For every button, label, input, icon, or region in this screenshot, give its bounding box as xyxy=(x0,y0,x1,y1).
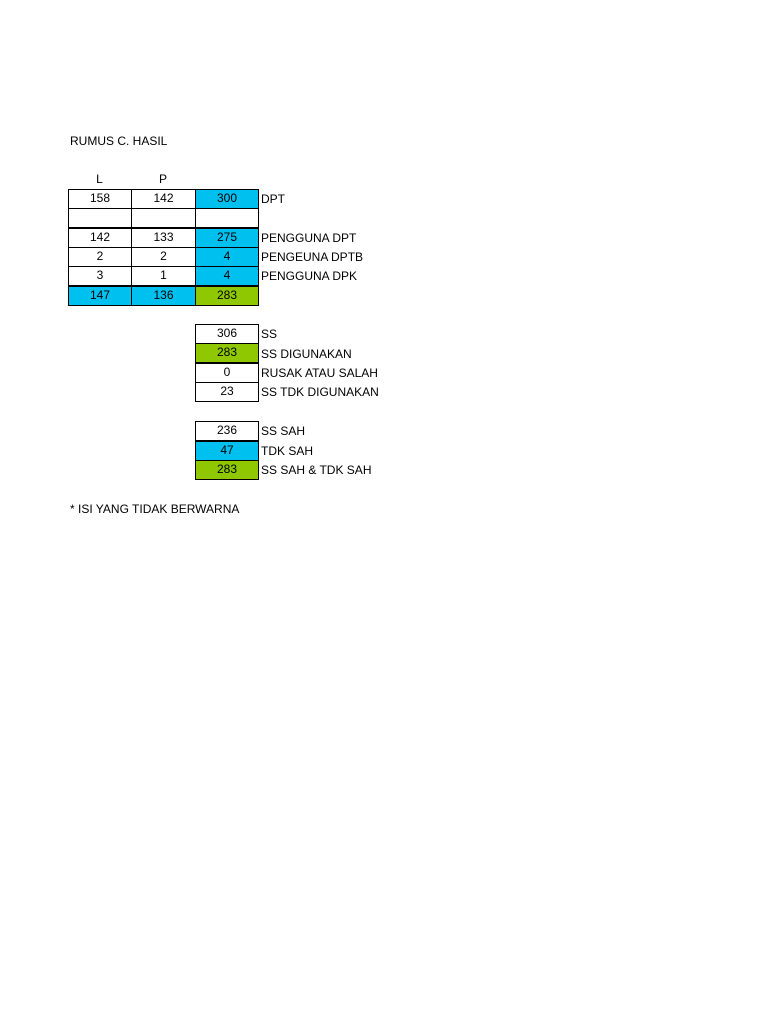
sheet-title: RUMUS C. HASIL xyxy=(70,134,168,148)
cell-p[interactable]: 133 xyxy=(131,228,196,248)
cell-l-total[interactable]: 147 xyxy=(68,286,132,306)
cell-grand-total[interactable]: 283 xyxy=(195,286,259,306)
cell-total[interactable] xyxy=(195,208,259,228)
row-label: SS SAH xyxy=(261,424,306,438)
cell-l[interactable]: 158 xyxy=(68,189,132,209)
row-label: SS DIGUNAKAN xyxy=(261,347,352,361)
cell-value[interactable]: 283 xyxy=(195,460,259,480)
column-header-p: P xyxy=(158,172,167,186)
cell-value[interactable]: 23 xyxy=(195,382,259,402)
cell-total[interactable]: 4 xyxy=(195,247,259,267)
cell-p[interactable]: 1 xyxy=(131,266,196,286)
cell-p[interactable]: 2 xyxy=(131,247,196,267)
cell-l[interactable]: 2 xyxy=(68,247,132,267)
cell-p[interactable] xyxy=(131,208,196,228)
cell-l[interactable]: 142 xyxy=(68,228,132,248)
column-header-l: L xyxy=(96,172,103,186)
row-label: SS xyxy=(261,327,278,341)
row-label: PENGEUNA DPTB xyxy=(261,250,364,264)
cell-value[interactable]: 306 xyxy=(195,324,259,344)
cell-value[interactable]: 283 xyxy=(195,343,259,363)
cell-l[interactable] xyxy=(68,208,132,228)
cell-value[interactable]: 47 xyxy=(195,441,259,461)
row-label: PENGGUNA DPK xyxy=(261,269,358,283)
cell-total[interactable]: 4 xyxy=(195,266,259,286)
row-label: SS TDK DIGUNAKAN xyxy=(261,385,379,399)
cell-total[interactable]: 300 xyxy=(195,189,259,209)
row-label: PENGGUNA DPT xyxy=(261,231,357,245)
footnote: * ISI YANG TIDAK BERWARNA xyxy=(70,502,240,516)
row-label: DPT xyxy=(261,192,285,206)
row-label: SS SAH & TDK SAH xyxy=(261,463,372,477)
row-label: TDK SAH xyxy=(261,444,314,458)
cell-p[interactable]: 142 xyxy=(131,189,196,209)
cell-value[interactable]: 236 xyxy=(195,421,259,441)
cell-p-total[interactable]: 136 xyxy=(131,286,196,306)
row-label: RUSAK ATAU SALAH xyxy=(261,366,378,380)
cell-value[interactable]: 0 xyxy=(195,363,259,383)
cell-l[interactable]: 3 xyxy=(68,266,132,286)
cell-total[interactable]: 275 xyxy=(195,228,259,248)
